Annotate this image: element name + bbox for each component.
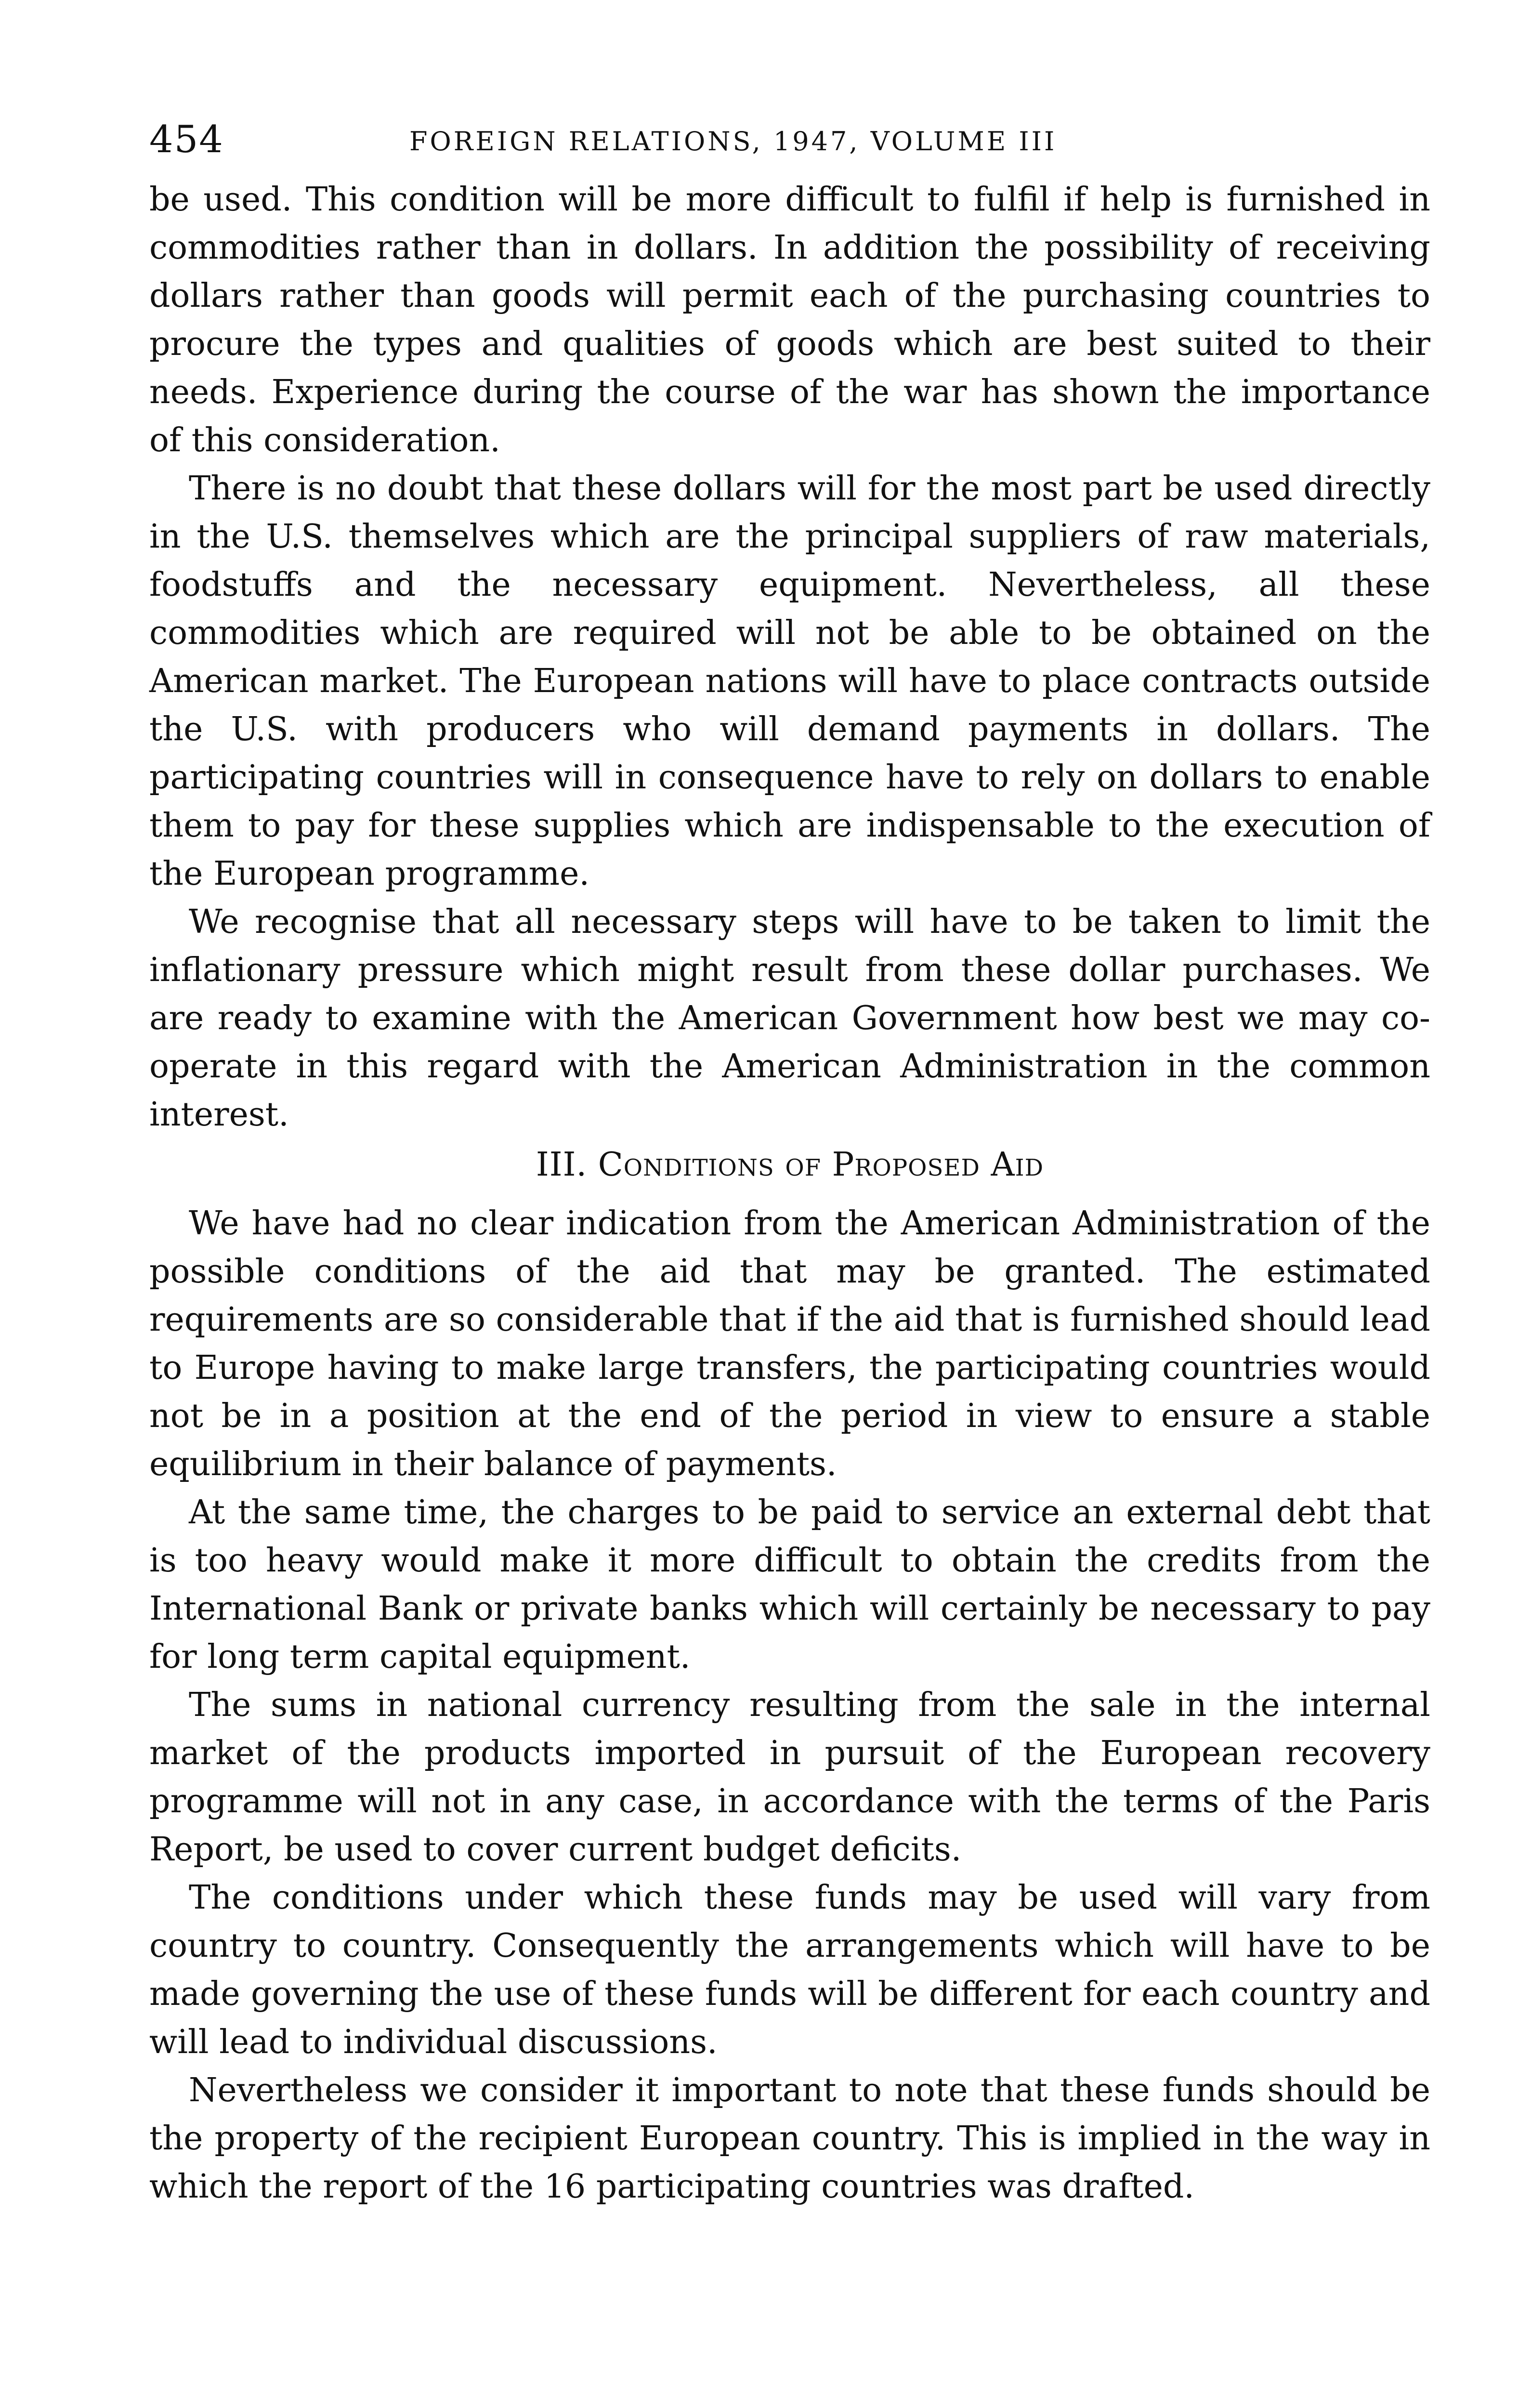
paragraph: The conditions under which these funds may be used will vary from country to country. Consequently the arrangements which will have to be made governing the use of these funds will be different for each country and will lead to individual discussions. — [149, 1879, 1430, 2061]
document-page — [149, 113, 1430, 2211]
paragraph: There is no doubt that these dollars will for the most part be used directly in the U.S. themselves which are the principal suppliers of raw materials, foodstuffs and the necessary equipment. Nevertheless, all these commodities which are required will not be able to be obtained on the American market. The European nations will have to place contracts outside the U.S. with producers who will demand payments in dollars. The participating countries will in consequence have to rely on dollars to enable them to pay for these supplies which are indispensable to the execution of the European programme. — [149, 470, 1430, 893]
paragraph: The sums in national currency resulting from the sale in the internal market of the products imported in pursuit of the European recovery programme will not in any case, in accordance with the terms of the Paris Report, be used to cover current budget deficits. — [149, 1686, 1430, 1869]
paragraph: Nevertheless we consider it important to note that these funds should be the property of the recipient European country. This is implied in the way in which the report of the 16 participating countries was drafted. — [149, 2071, 1430, 2206]
paragraph: We recognise that all necessary steps will have to be taken to limit the inflationary pressure which might result from these dollar purchases. We are ready to examine with the American Government how best we may co-operate in this regard with the American Administration in the common interest. — [149, 903, 1430, 1134]
paragraph: At the same time, the charges to be paid to service an external debt that is too heavy would make it more difficult to obtain the credits from the International Bank or private banks which will certainly be necessary to pay for long term capital equipment. — [149, 1493, 1430, 1676]
section-heading: III. Conditions of Proposed Aid — [536, 1146, 1044, 1184]
page-number: 454 — [149, 118, 224, 161]
paragraph-continued: be used. This condition will be more difficult to fulfil if help is furnished in commodities rather than in dollars. In addition the possibility of receiving dollars rather than goods will permit each of the purchasing countries to procure the types and qualities of goods which are best suited to their needs. Experience during the course of the war has shown the importance of this consideration. — [149, 181, 1430, 459]
running-title: FOREIGN RELATIONS, 1947, VOLUME III — [409, 126, 1057, 157]
running-header — [149, 113, 1430, 166]
document-body — [149, 176, 1430, 2211]
paragraph: We have had no clear indication from the American Administration of the possible conditions of the aid that may be granted. The estimated requirements are so considerable that if the aid that is furnished should lead to Europe having to make large transfers, the participating countries would not be in a position at the end of the period in view to ensure a stable equilibrium in their balance of payments. — [149, 1204, 1430, 1483]
